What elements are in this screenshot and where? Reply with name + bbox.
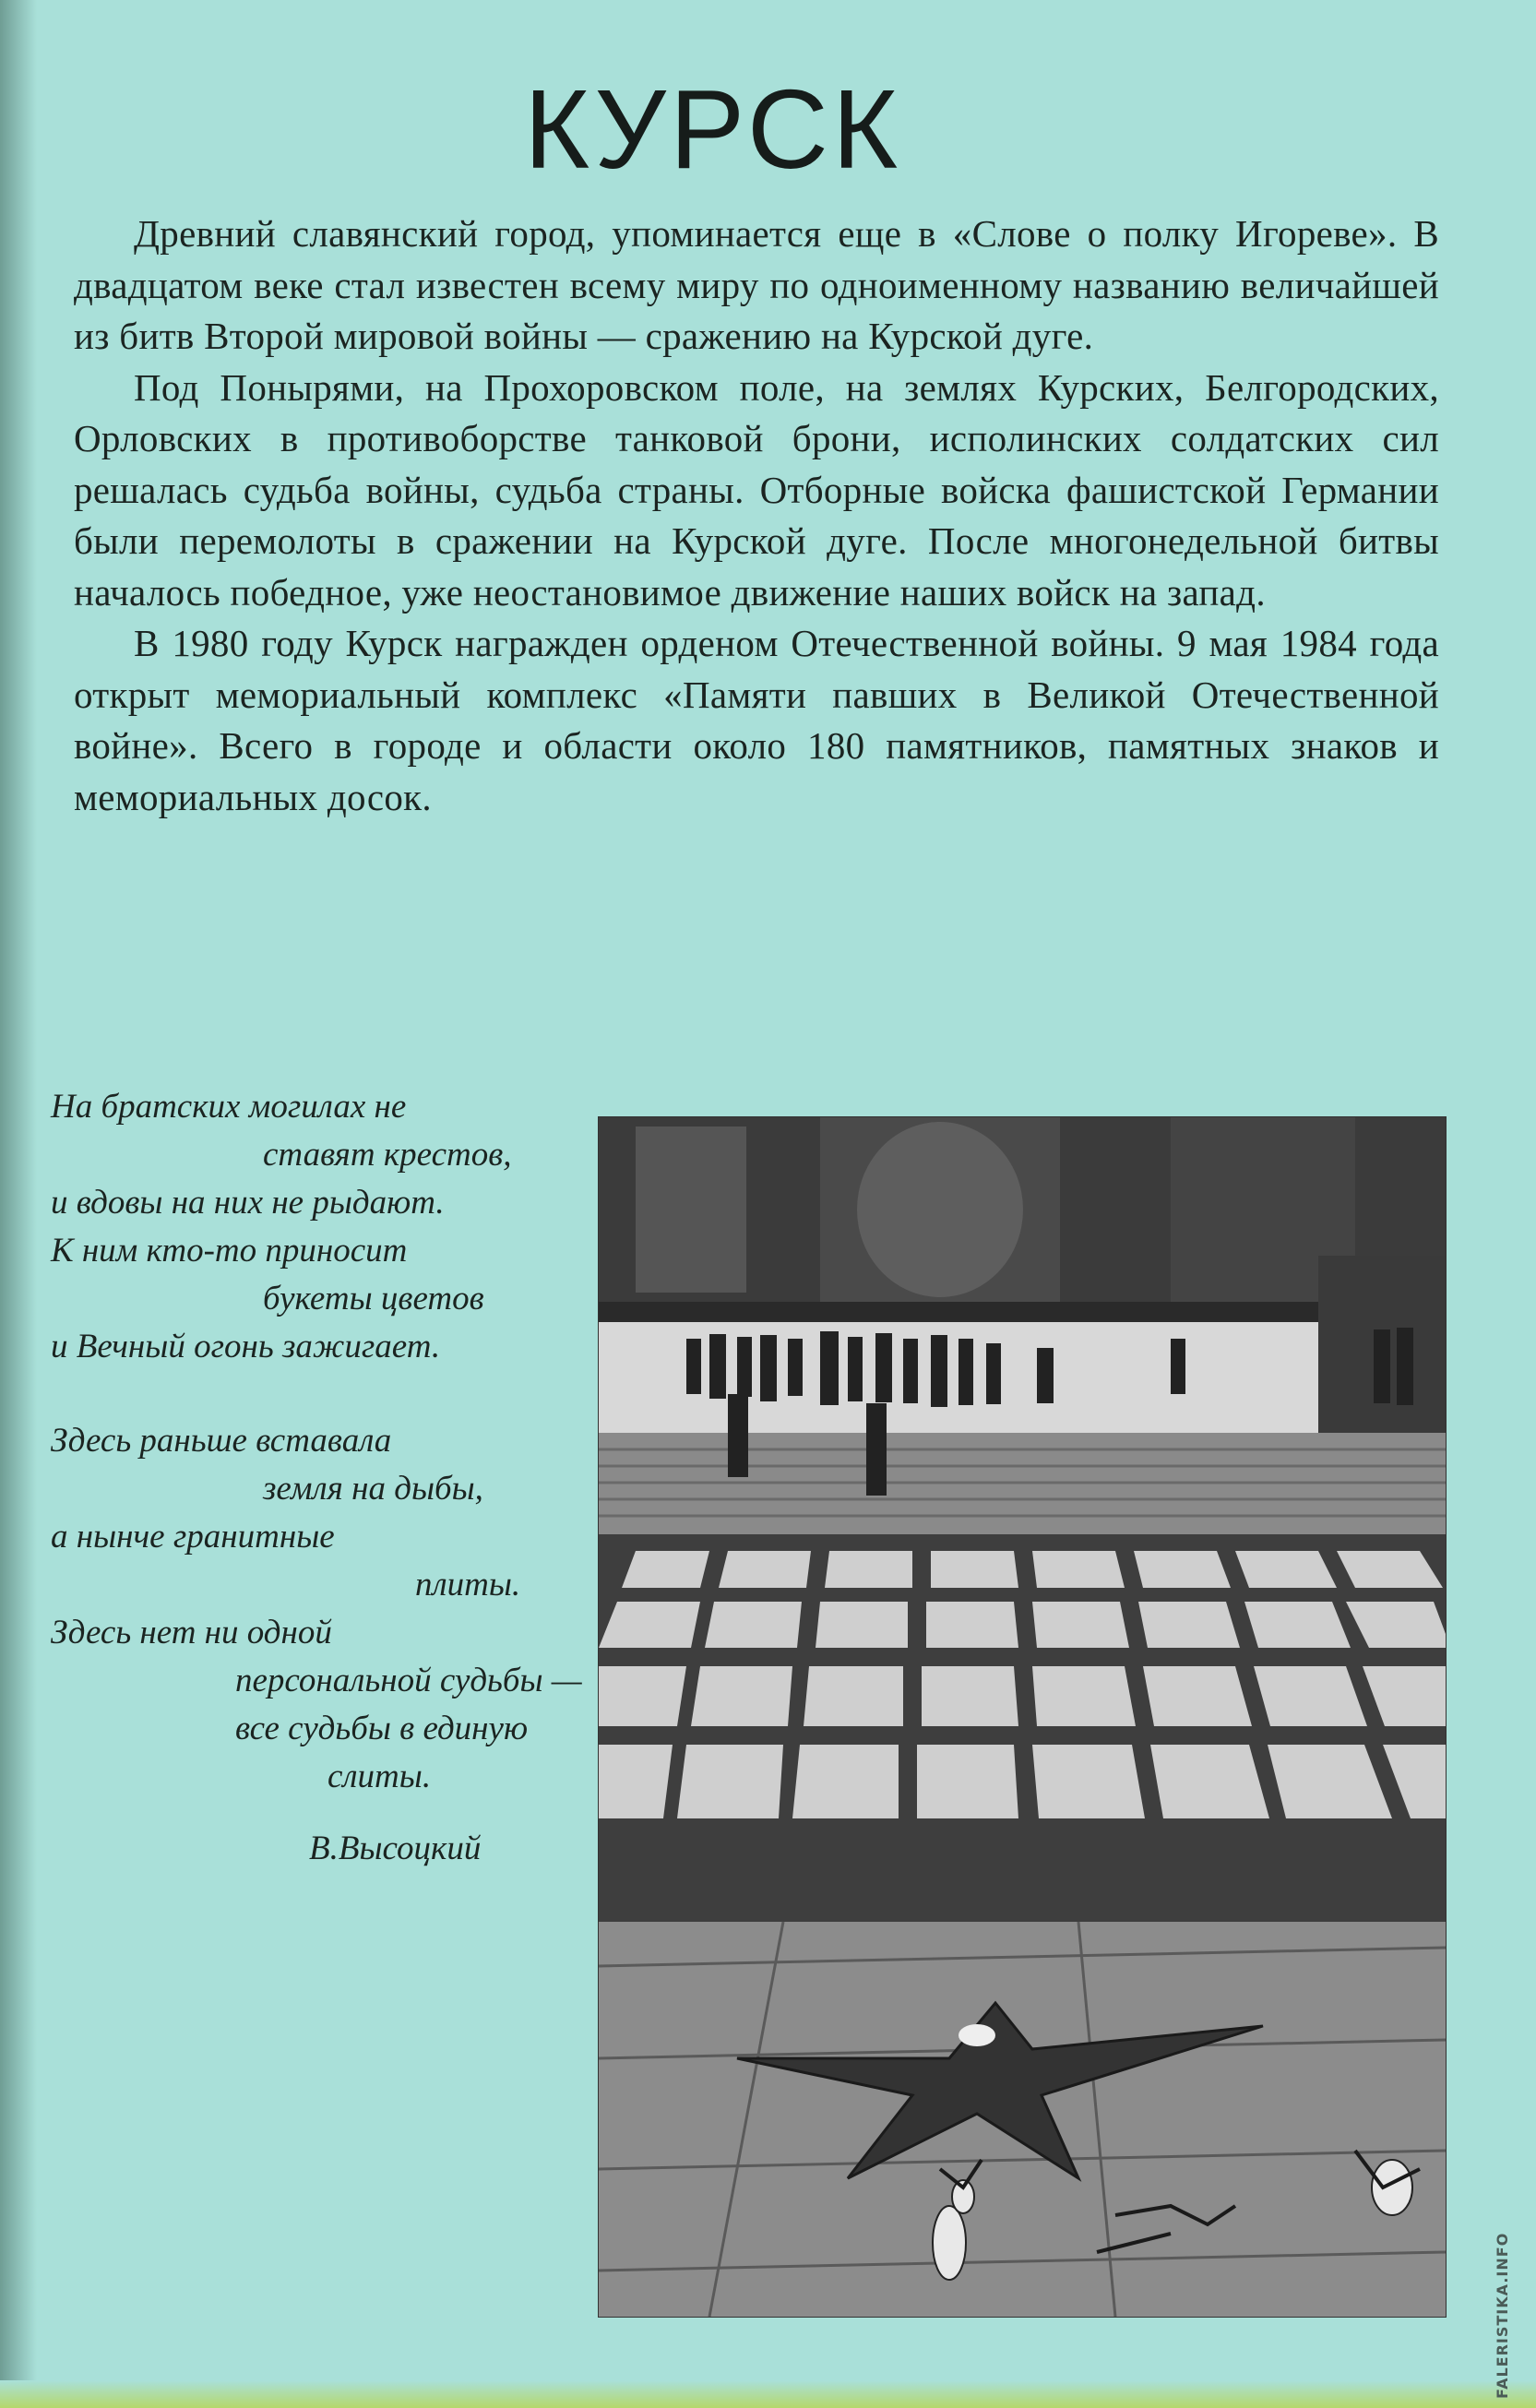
paragraph-3: В 1980 году Курск награжден орденом Отечественной войны. 9 мая 1984 года открыт мемориальный комплекс «Памяти павших в Великой Отечественной войне». Всего в городе и области около 180 памятников, памятных знаков и мемориальных досок. [74,622,1439,818]
paragraph-1: Древний славянский город, упоминается еще в «Слове о полку Игореве». В двадцатом веке стал известен всему миру по одноименному названию величайшей из битв Второй мировой войны — сражению на Курской дуге. [74,212,1439,357]
poem-line: все судьбы в единую [235,1710,529,1747]
poem [51,1083,582,1873]
poem-line: плиты. [415,1566,521,1603]
poem-line: и вдовы на них не рыдают. [51,1184,445,1222]
page-edge-shadow [0,0,37,2408]
poem-line: ставят крестов, [263,1136,512,1174]
poem-line: Здесь раньше вставала [51,1422,392,1460]
poem-line: слиты. [327,1758,432,1795]
poem-line: Здесь нет ни одной [51,1614,332,1651]
poem-line: а нынче гранитные [51,1518,335,1556]
poem-line: и Вечный огонь зажигает. [51,1328,441,1365]
poem-author: В.Высоцкий [309,1830,482,1867]
paragraph-2: Под Понырями, на Прохоровском поле, на землях Курских, Белгородских, Орловских в противоборстве танковой брони, исполинских солдатских сил решалась судьба войны, судьба страны. Отборные войска фашистской Германии были перемолоты в сражении на Курской дуге. После многонедельной битвы началось победное, уже неостановимое движение наших войск на запад. [74,365,1439,614]
article-text [74,209,1439,823]
memorial-photo [598,1116,1447,2318]
page-title: КУРСК [523,66,902,192]
poem-line: На братских могилах не [51,1088,407,1126]
page-bottom-edge [0,2380,1536,2408]
memorial-photo-illustration [599,1117,1446,2317]
poem-line: букеты цветов [263,1280,484,1317]
poem-line: земля на дыбы, [263,1470,483,1508]
stanza-gap [51,1371,567,1417]
poem-line: К ним кто-то приносит [51,1232,408,1270]
watermark: FALERISTIKA.INFO [1494,2232,1511,2399]
poem-line: персональной судьбы — [235,1662,582,1699]
